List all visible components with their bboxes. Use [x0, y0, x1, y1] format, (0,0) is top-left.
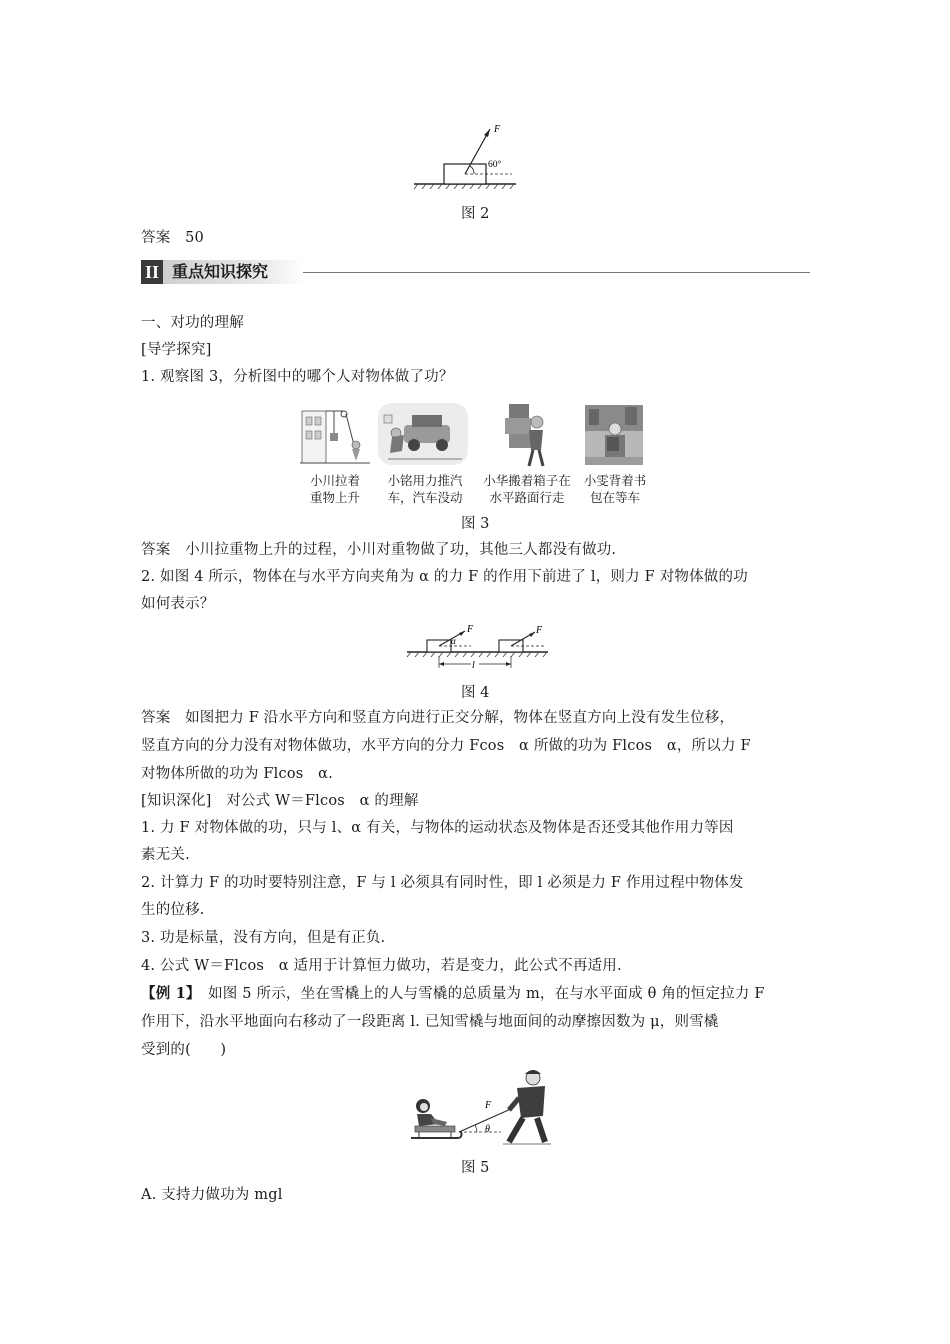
fig4-force-label-1: F — [467, 624, 474, 635]
figure-3-panel-3 — [495, 400, 555, 470]
point-4: 4. 公式 W＝Flcos α 适用于计算恒力做功，若是变力，此公式不再适用. — [141, 958, 622, 974]
example-1-line-3: 受到的( ) — [141, 1042, 227, 1058]
figure-5-sled-illustration — [405, 1068, 555, 1148]
figure-3-panel-1 — [300, 405, 370, 465]
fig3-caption-xiaowen: 小雯背着书 包在等车 — [583, 473, 647, 505]
point-3: 3. 功是标量，没有方向，但是有正负. — [141, 930, 386, 946]
point-2-line-2: 生的位移. — [141, 902, 205, 918]
section-banner-rule — [303, 272, 810, 273]
fig3-caption-xiaoming: 小铭用力推汽 车，汽车没动 — [387, 473, 463, 505]
question-2-line-1: 2. 如图 4 所示，物体在与水平方向夹角为 α 的力 F 的作用下前进了 l，则力 F 对物体做的功 — [141, 569, 748, 585]
fig2-force-label: F — [494, 124, 501, 135]
fig2-angle-label: 60° — [488, 160, 502, 170]
answer-2-line-3: 对物体所做的功为 Flcos α. — [141, 766, 333, 782]
answer-2-line-1: 答案 如图把力 F 沿水平方向和竖直方向进行正交分解，物体在竖直方向上没有发生位移， — [141, 710, 735, 726]
figure-3-panel-4 — [585, 405, 643, 465]
figure-2-caption: 图 2 — [461, 206, 490, 222]
fig5-angle-label: θ — [485, 1124, 490, 1135]
figure-5-caption: 图 5 — [461, 1160, 490, 1176]
answer-1: 答案 小川拉重物上升的过程，小川对重物做了功，其他三人都没有做功. — [141, 542, 617, 558]
section-heading: 一、对功的理解 — [141, 315, 244, 331]
example-text-1: 如图 5 所示，坐在雪橇上的人与雪橇的总质量为 m，在与水平面成 θ 角的恒定拉力 F — [193, 986, 765, 1002]
figure-3-panel-2 — [378, 403, 468, 465]
knowledge-deepening-heading: [知识深化] 对公式 W＝Flcos α 的理解 — [141, 793, 419, 809]
guide-heading: [导学探究] — [141, 342, 212, 358]
figure-4-caption: 图 4 — [461, 685, 490, 701]
point-1-line-1: 1. 力 F 对物体做的功，只与 l、α 有关，与物体的运动状态及物体是否还受其他作用力等因 — [141, 820, 734, 836]
question-2-line-2: 如何表示？ — [141, 596, 215, 612]
fig5-force-label: F — [485, 1100, 492, 1111]
answer-2-line-2: 竖直方向的分力没有对物体做功，水平方向的分力 Fcos α 所做的功为 Flcos α，所以力 F — [141, 738, 751, 754]
section-banner-numeral: II — [141, 260, 163, 284]
point-1-line-2: 素无关. — [141, 847, 190, 863]
fig3-caption-xiaohua: 小华搬着箱子在 水平路面行走 — [483, 473, 571, 505]
point-2-line-1: 2. 计算力 F 的功时要特别注意，F 与 l 必须具有同时性，即 l 必须是力 F 作用过程中物体发 — [141, 875, 744, 891]
example-label: 【例 1】 — [141, 985, 194, 1002]
fig4-distance-label: l — [472, 660, 475, 671]
example-1-line-2: 作用下，沿水平地面向右移动了一段距离 l. 已知雪橇与地面间的动摩擦因数为 μ，则雪橇 — [141, 1014, 719, 1030]
section-banner-title: 重点知识探究 — [172, 262, 269, 281]
fig4-angle-label: α — [451, 636, 456, 646]
figure-2-diagram — [410, 120, 520, 190]
answer-50: 答案 50 — [141, 230, 204, 246]
fig4-force-label-2: F — [536, 625, 543, 636]
option-a[interactable]: A. 支持力做功为 mgl — [141, 1187, 283, 1203]
figure-4-diagram — [405, 620, 550, 676]
figure-3-caption: 图 3 — [461, 516, 490, 532]
fig3-caption-xiaochuan: 小川拉着 重物上升 — [309, 473, 360, 505]
question-1: 1. 观察图 3，分析图中的哪个人对物体做了功？ — [141, 369, 454, 385]
example-1-line-1 — [141, 984, 765, 1004]
